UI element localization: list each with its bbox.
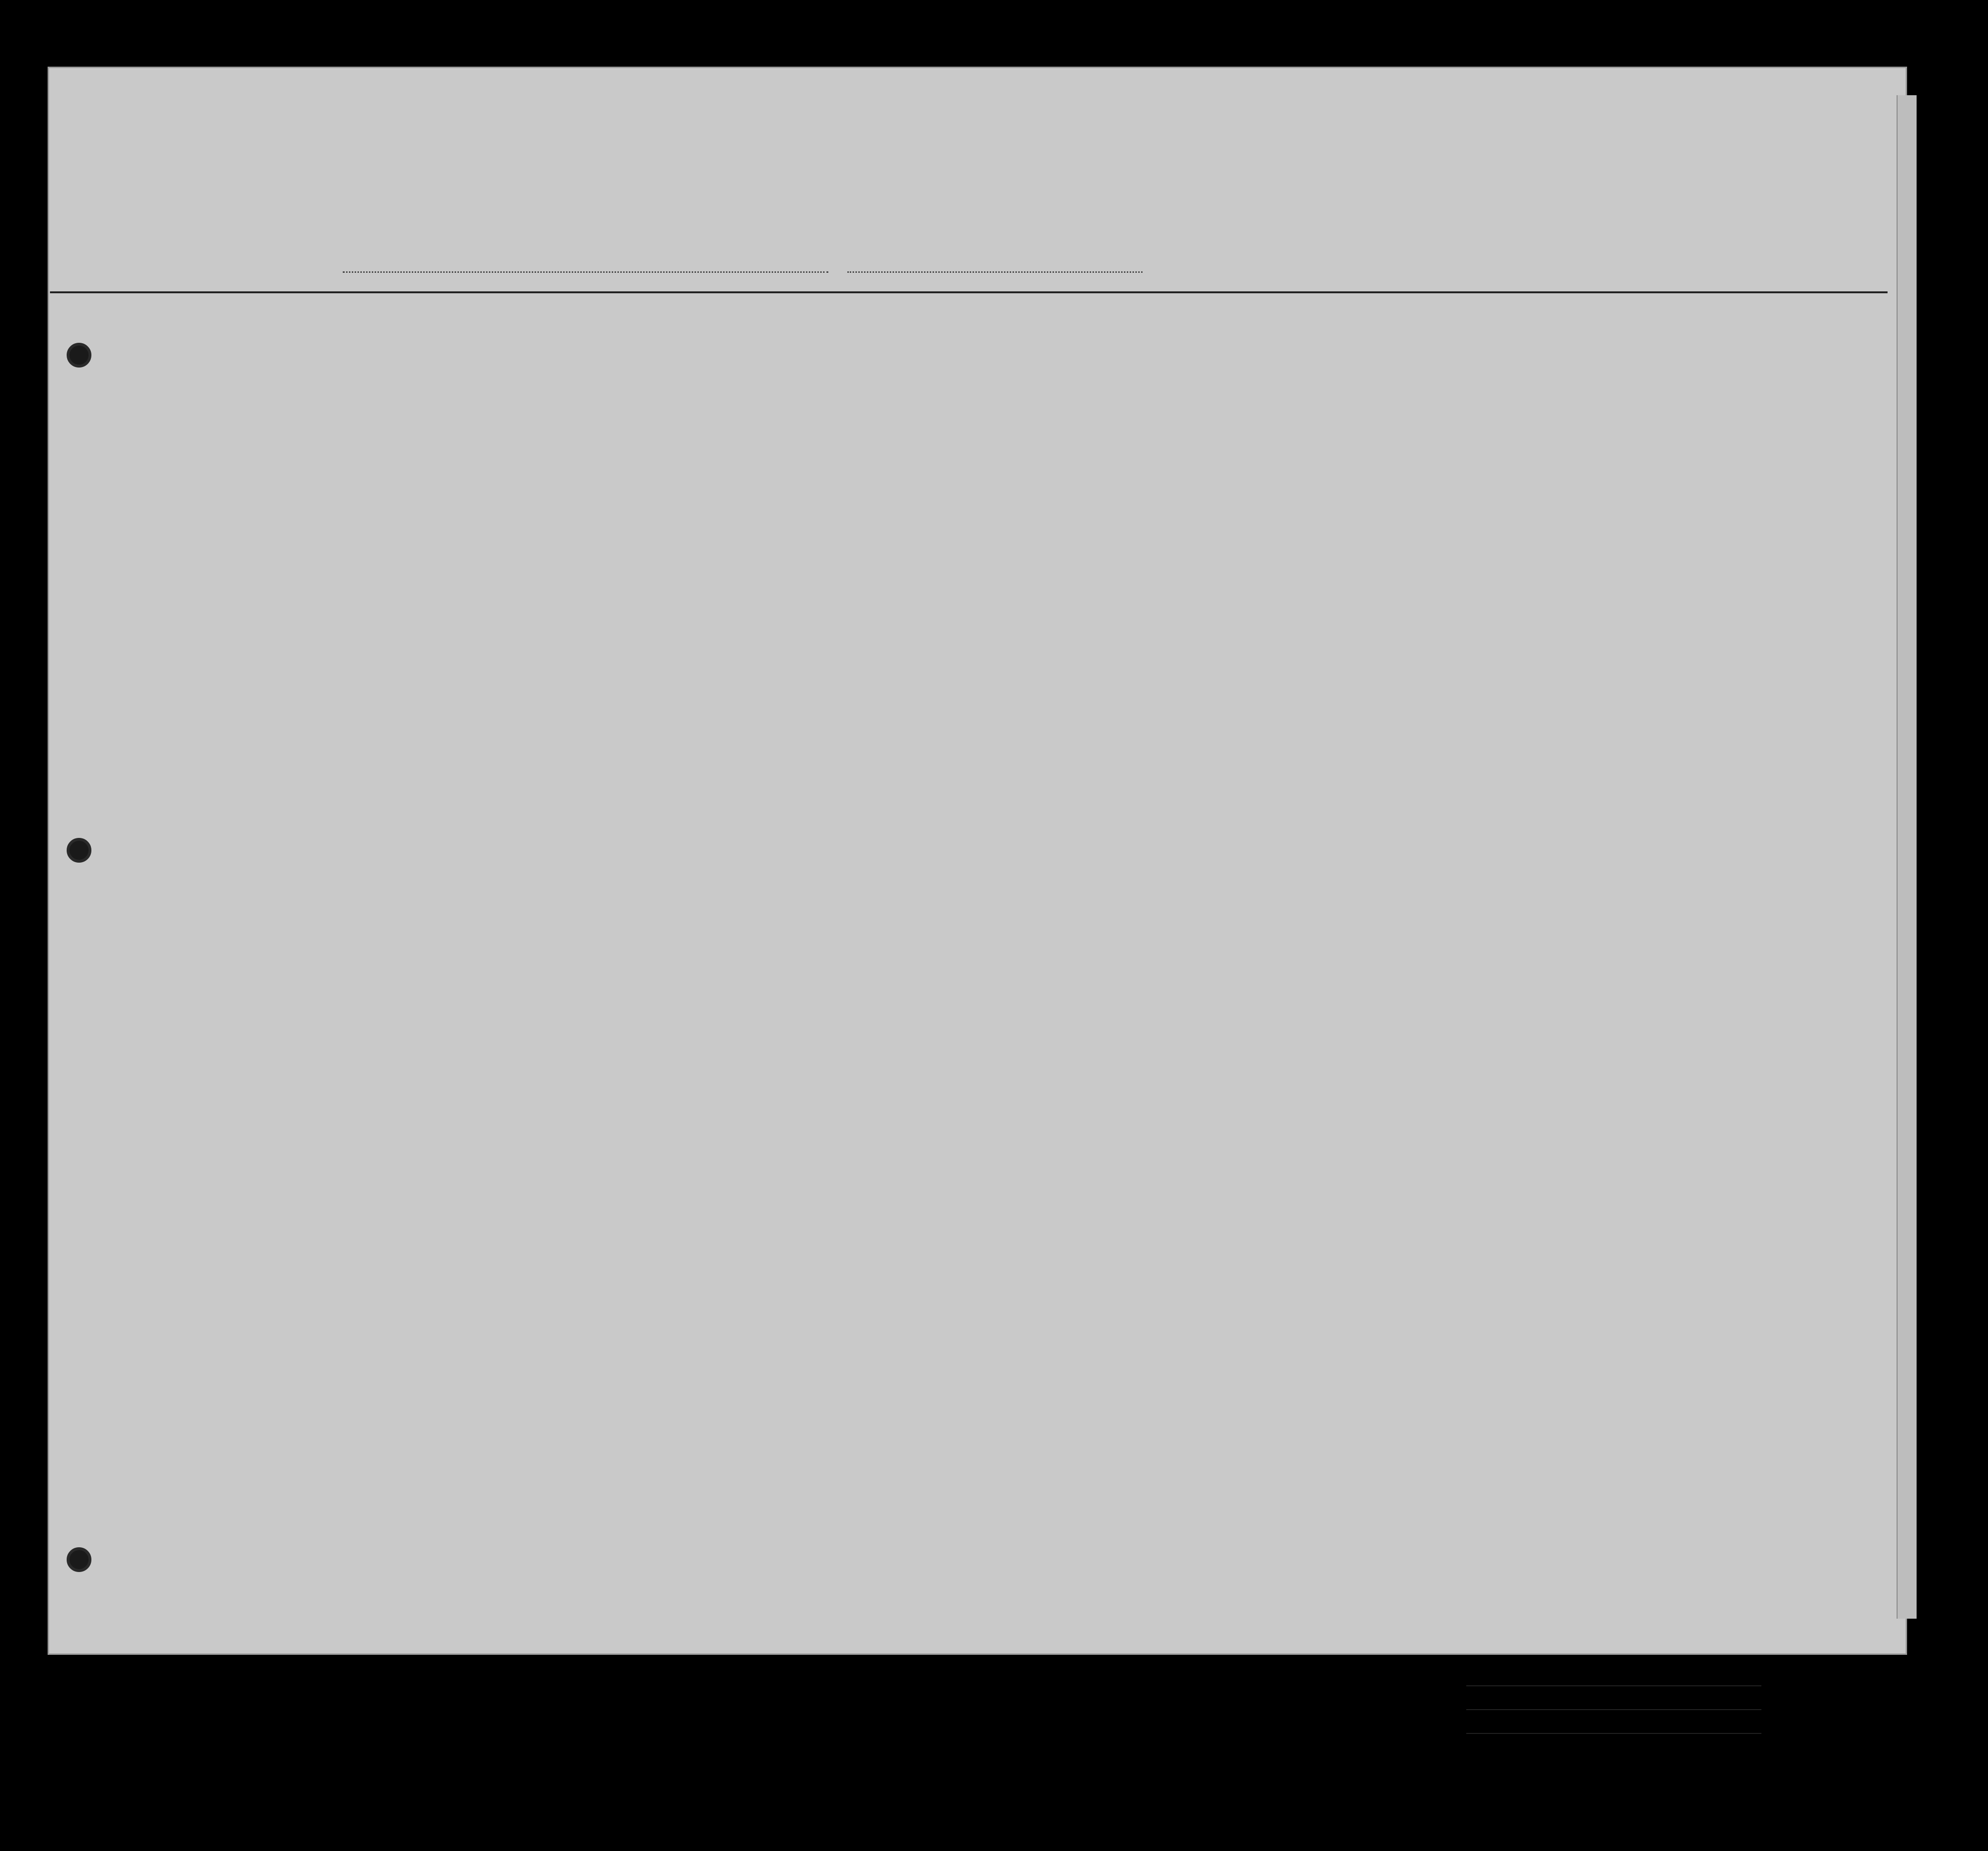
date-field-line <box>847 271 1143 273</box>
paper-edge <box>1897 95 1917 1619</box>
manifest-table <box>50 291 1888 1588</box>
owners-field <box>1466 1709 1761 1710</box>
port-field-line <box>343 271 828 273</box>
line-field <box>1466 1685 1761 1686</box>
agents-field <box>1466 1733 1761 1734</box>
